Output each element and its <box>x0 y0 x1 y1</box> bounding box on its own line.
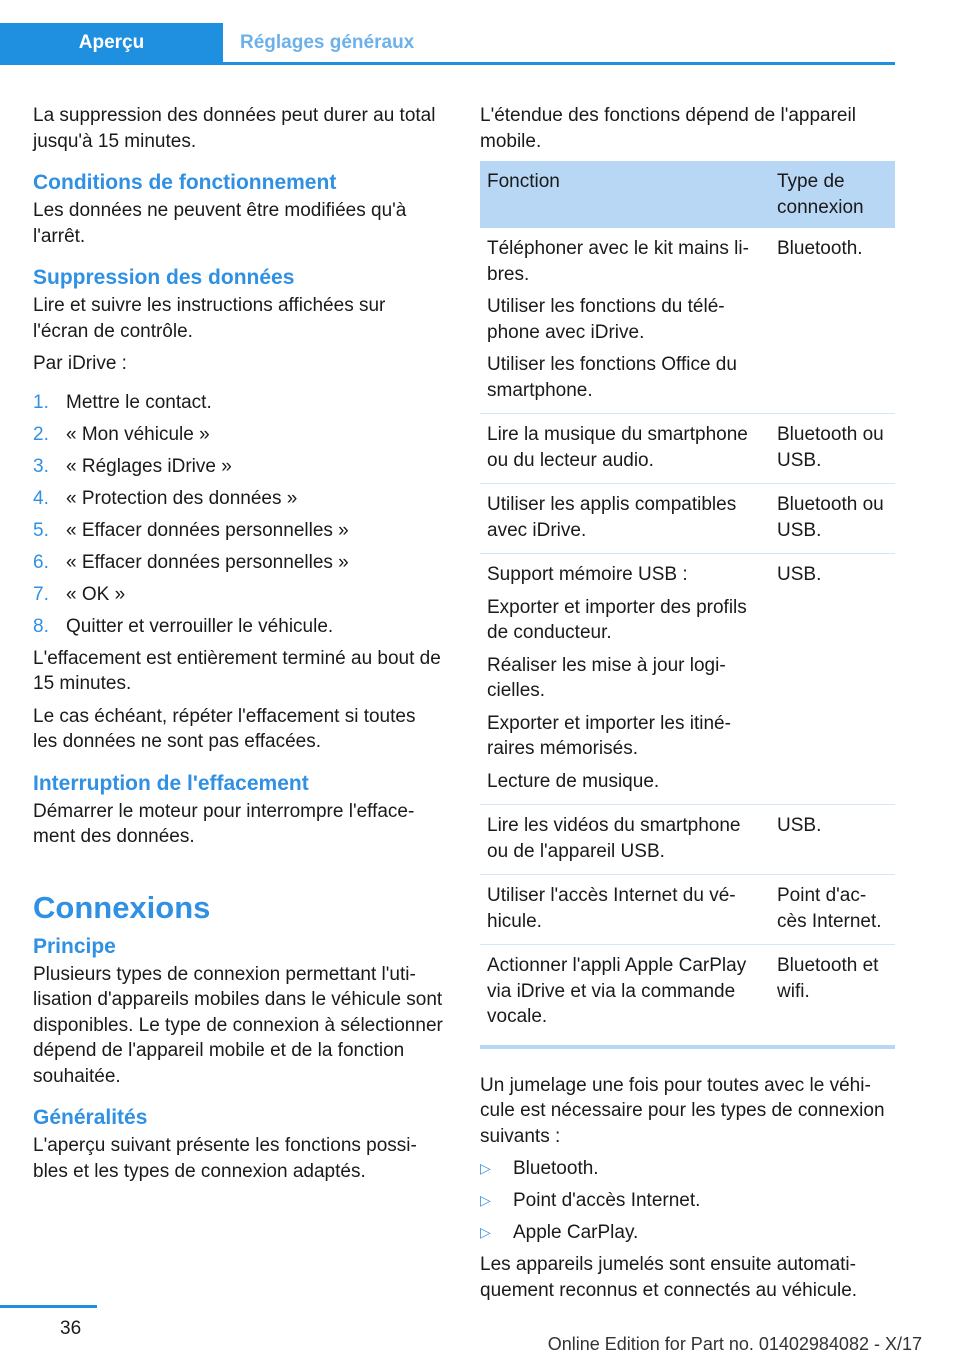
type-cell: USB. <box>770 554 895 805</box>
header-function: Fonction <box>480 161 770 228</box>
suppression-heading: Suppression des données <box>33 266 295 289</box>
step-number: 3. <box>33 455 49 477</box>
generalites-text: L'aperçu suivant présente les fonctions possibles et les types de connexion adaptés. <box>33 1135 417 1182</box>
type-cell: Bluetooth. <box>770 228 895 414</box>
list-item <box>33 518 443 544</box>
function-line: Exporter et importer les itinéraires mémorisés. <box>487 712 731 759</box>
list-item <box>33 422 443 448</box>
function-line: Utiliser l'accès Internet du véhicule. <box>487 885 736 932</box>
step-number: 1. <box>33 391 49 413</box>
step-text: « Effacer données personnelles » <box>66 551 349 573</box>
type-cell: Point d'accès Internet. <box>770 875 895 945</box>
repeter-text: Le cas échéant, répéter l'effacement si toutes les données ne sont pas effacées. <box>33 705 416 752</box>
function-line: Utiliser les fonctions Office du smartphone. <box>487 354 737 401</box>
function-cell <box>480 228 770 414</box>
table-row <box>480 228 895 414</box>
step-number: 7. <box>33 583 49 605</box>
list-item <box>480 1220 895 1246</box>
bullet-text: Bluetooth. <box>513 1158 599 1179</box>
step-number: 2. <box>33 423 49 445</box>
table-header-row <box>480 161 895 228</box>
list-item <box>480 1188 895 1214</box>
step-text: Quitter et verrouiller le véhicule. <box>66 615 334 637</box>
table-row <box>480 875 895 945</box>
functions-table <box>480 161 895 1049</box>
conditions-heading: Conditions de fonctionnement <box>33 171 337 194</box>
step-text: « OK » <box>66 583 126 605</box>
function-cell <box>480 805 770 875</box>
step-text: « Mon véhicule » <box>66 423 210 445</box>
list-item <box>33 454 443 480</box>
right-column <box>480 103 895 1310</box>
function-cell <box>480 554 770 805</box>
list-item <box>33 582 443 608</box>
type-cell: USB. <box>770 805 895 875</box>
function-line: Réaliser les mise à jour logicielles. <box>487 654 726 701</box>
steps-list <box>33 390 443 640</box>
table-row <box>480 554 895 805</box>
par-idrive-text: Par iDrive : <box>33 353 127 374</box>
principe-text: Plusieurs types de connexion permettant l'utilisation d'appareils mobiles dans le véhicule sont disponibles. Le type de connexion à sélectionner dépend de l'appareil mobile et de la fonction souhaitée. <box>33 963 443 1087</box>
function-line: Utiliser les applis compatibles avec iDrive. <box>487 494 737 541</box>
generalites-heading: Généralités <box>33 1106 148 1129</box>
step-text: « Effacer données personnelles » <box>66 519 349 541</box>
step-text: Mettre le contact. <box>66 391 212 413</box>
tab-apercu[interactable]: Aperçu <box>0 23 223 62</box>
function-cell <box>480 945 770 1047</box>
suppression-text: Lire et suivre les instructions affichées sur l'écran de contrôle. <box>33 295 386 342</box>
conditions-text: Les données ne peuvent être modifiées qu'à l'arrêt. <box>33 200 407 247</box>
interruption-text: Démarrer le moteur pour interrompre l'effacement des données. <box>33 800 415 847</box>
table-row <box>480 484 895 554</box>
step-number: 4. <box>33 487 49 509</box>
function-line: Téléphoner avec le kit mains libres. <box>487 238 749 285</box>
function-line: Support mémoire USB : <box>487 564 688 585</box>
right-intro-text: L'étendue des fonctions dépend de l'appareil mobile. <box>480 105 856 152</box>
function-line: Actionner l'appli Apple CarPlay via iDrive et via la commande vocale. <box>487 955 747 1027</box>
list-item <box>33 614 443 640</box>
table-row <box>480 414 895 484</box>
triangle-bullet-icon: ▷ <box>480 1160 491 1176</box>
tab-reglages-generaux[interactable]: Réglages généraux <box>240 32 415 53</box>
step-number: 8. <box>33 615 49 637</box>
list-item <box>33 486 443 512</box>
edition-text: Online Edition for Part no. 01402984082 - X/17 <box>547 1334 922 1354</box>
left-column <box>33 103 443 1191</box>
page-number: 36 <box>60 1318 82 1339</box>
function-line: Lecture de musique. <box>487 770 660 792</box>
function-line: Lire les vidéos du smartphone ou de l'appareil USB. <box>487 815 741 862</box>
list-item <box>480 1156 895 1182</box>
function-line: Lire la musique du smartphone ou du lecteur audio. <box>487 424 748 471</box>
bullet-text: Point d'accès Internet. <box>513 1190 701 1211</box>
triangle-bullet-icon: ▷ <box>480 1224 491 1240</box>
function-line: Utiliser les fonctions du téléphone avec iDrive. <box>487 296 725 343</box>
header-connection-type: Type de connexion <box>770 161 895 228</box>
step-text: « Protection des données » <box>66 487 298 509</box>
step-number: 5. <box>33 519 49 541</box>
function-line: Exporter et importer des profils de conducteur. <box>487 596 747 643</box>
step-number: 6. <box>33 551 49 573</box>
principe-heading: Principe <box>33 934 116 958</box>
intro-text: La suppression des données peut durer au total jusqu'à 15 minutes. <box>33 105 436 152</box>
function-cell <box>480 484 770 554</box>
triangle-bullet-icon: ▷ <box>480 1192 491 1208</box>
table-row <box>480 945 895 1047</box>
closing-text: Les appareils jumelés sont ensuite automatiquement reconnus et connectés au véhicule. <box>480 1254 858 1301</box>
table-row <box>480 805 895 875</box>
footer-rule <box>0 1305 97 1308</box>
header-bar <box>0 0 895 65</box>
interruption-heading: Interruption de l'effacement <box>33 771 309 795</box>
effacement-text: L'effacement est entièrement terminé au bout de 15 minutes. <box>33 647 441 694</box>
type-cell: Bluetooth ou USB. <box>770 484 895 554</box>
bullet-text: Apple CarPlay. <box>513 1222 639 1243</box>
connection-bullets <box>480 1156 895 1246</box>
list-item <box>33 390 443 416</box>
jumelage-text: Un jumelage une fois pour toutes avec le véhicule est nécessaire pour les types de connexion suivants : <box>480 1074 885 1147</box>
step-text: « Réglages iDrive » <box>66 455 232 477</box>
connexions-heading: Connexions <box>33 889 211 925</box>
type-cell: Bluetooth et wifi. <box>777 955 879 1002</box>
list-item <box>33 550 443 576</box>
function-cell <box>480 414 770 484</box>
function-cell <box>480 875 770 945</box>
type-cell: Bluetooth ou USB. <box>770 414 895 484</box>
